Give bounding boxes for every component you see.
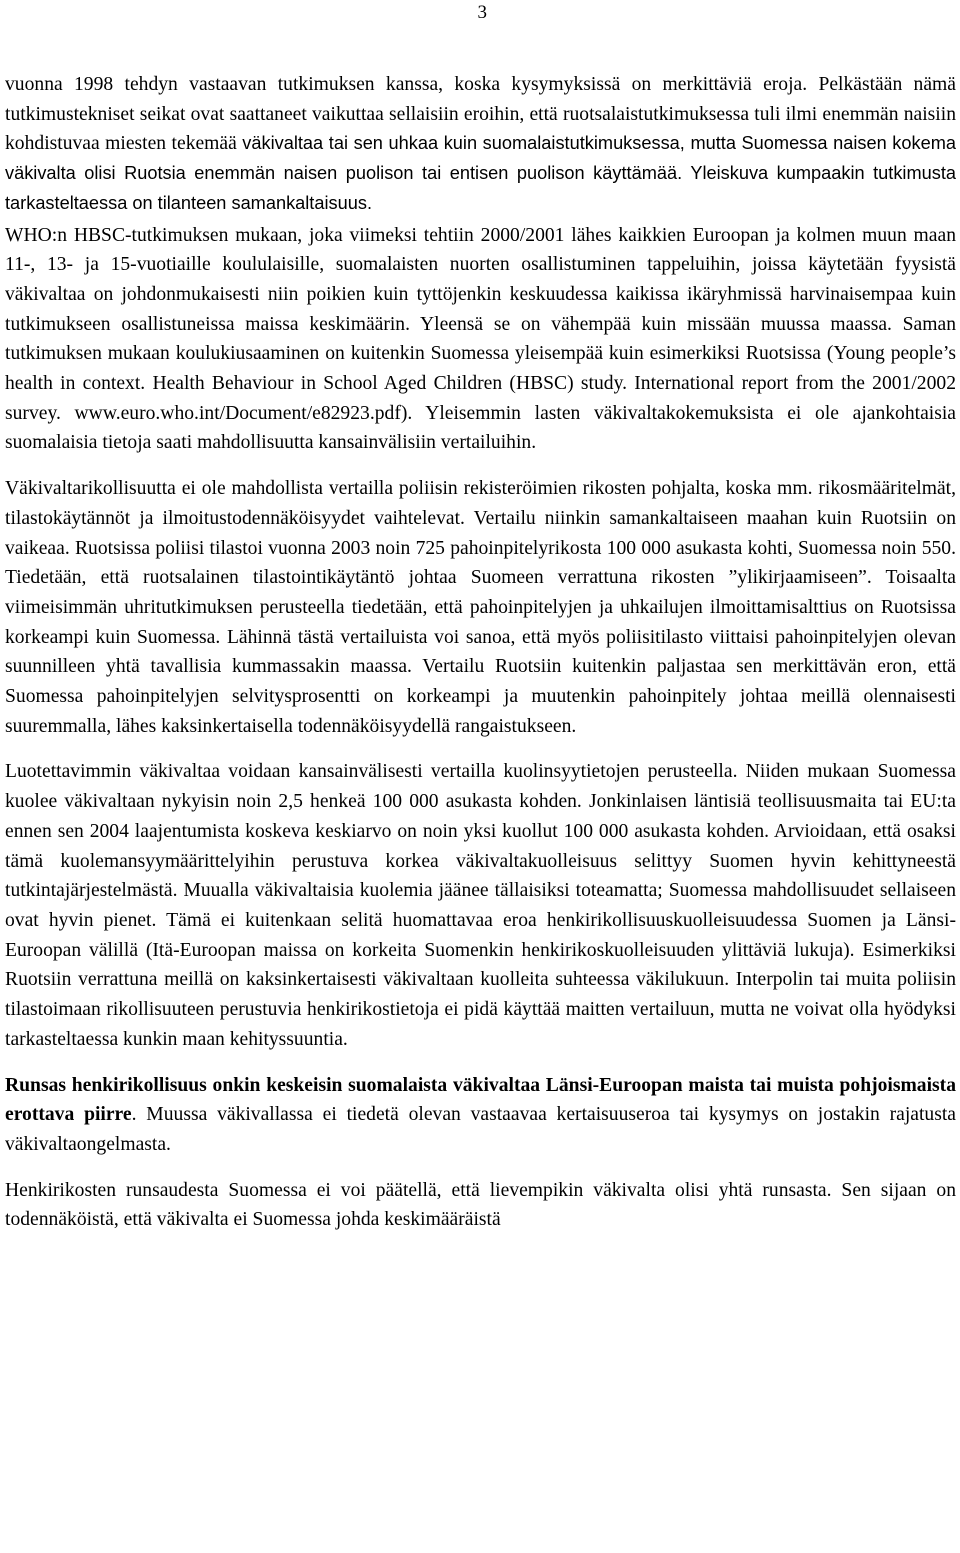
intro-serif-text: vuonna 1998 tehdyn vastaavan tutkimuksen kanssa, koska kysymyksissä on merkittäviä eroja. Pelkästään nämä tutkimustekniset seikat ovat saattaneet vaikuttaa sellaisiin eroihin, että ruotsalaistutkimuksessa tuli ilmi enemmän naisiin kohdistuvaa miesten tekemää — [5, 74, 956, 155]
paragraph-crime-comparison: Väkivaltarikollisuutta ei ole mahdollista vertailla poliisin rekisteröimien rikosten pohjalta, koska mm. rikosmääritelmät, tilastokäytännöt ja ilmoitustodennäköisyydet vaihtelevat. Vertailu niinkin samankaltaiseen maahan kuin Ruotsiin on vaikeaa. Ruotsissa poliisi tilastoi vuonna 2003 noin 725 pahoinpitelyrikosta 100 000 asukasta kohti, Suomessa noin 550. Tiedetään, että ruotsalainen tilastointikäytäntö johtaa Suomeen verrattuna rikosten ”ylikirjaamiseen”. Toisaalta viimeisimmän uhritutkimuksen perusteella tiedetään, että pahoinpitelyjen ja uhkailujen ilmoittamisalttius on Ruotsissa korkeampi kuin Suomessa. Lähinnä tästä vertailuista voi sanoa, että myös poliisitilasto viittaisi pahoinpitelyjen olevan suunnilleen yhtä tavallisia kummassakin maassa. Vertailu Ruotsiin kuitenkin paljastaa sen merkittävän eron, että Suomessa pahoinpitelyjen selvitysprosentti on korkeampi ja muutenkin pahoinpitely johtaa meillä olennaisesti suuremmalla, lähes kaksinkertaisella todennäköisyydellä rangaistukseen. — [5, 478, 956, 737]
document-body — [5, 70, 956, 1235]
intro-sans-text-a: väkivaltaa tai sen uhkaa kuin suomalaistutkimuksessa, mutta Suomessa naisen kokema väkivalta olisi Ruotsia enemmän naisen puolison tai entisen puolison käyttämää. — [5, 133, 956, 184]
paragraph-death-statistics: Luotettavimmin väkivaltaa voidaan kansainvälisesti vertailla kuolinsyytietojen perusteella. Niiden mukaan Suomessa kuolee väkivaltaan nykyisin noin 2,5 henkeä 100 000 asukasta kohden. Jonkinlaisen läntisiä teollisuusmaita tai EU:ta ennen sen 2004 laajentumista koskeva keskiarvo on noin yksi kuollut 100 000 asukasta kohden. Arvioidaan, että osaksi tämä kuolemansyymäärittelyihin perustuva korkea väkivaltakuolleisuus selittyy Suomen hyvin kehittyneestä tutkintajärjestelmästä. Muualla väkivaltaisia kuolemia jäänee tällaisiksi toteamatta; Suomessa mahdollisuudet sellaiseen ovat hyvin pienet. Tämä ei kuitenkaan selitä huomattavaa eroa henkirikollisuuskuolleisuudessa Suomen ja Länsi-Euroopan välillä (Itä-Euroopan maissa on korkeita Suomenkin henkirikoskuolleisuuden ylittäviä lukuja). Esimerkiksi Ruotsiin verrattuna meillä on kaksinkertaisesti väkivaltaan kuolleita suhteessa väkilukuun. Interpolin tai muita poliisin tilastoimaan rikollisuuteen perustuvia henkirikostietoja ei pidä käyttää maitten vertailuun, mutta ne voivat olla hyödyksi tarkasteltaessa kunkin maan kehityssuuntia. — [5, 761, 956, 1050]
page-number: 3 — [477, 2, 487, 23]
paragraph-who-hbsc: WHO:n HBSC-tutkimuksen mukaan, joka viimeksi tehtiin 2000/2001 lähes kaikkien Euroopan ja kolmen muun maan 11-, 13- ja 15-vuotiaille koululaisille, suomalaisten nuorten osallistuminen tappeluihin, joissa käytetään fyysistä väkivaltaa on johdonmukaisesti niin poikien kuin tyttöjenkin keskuudessa kaikissa ikäryhmissä harvinaisempaa kuin tutkimukseen osallistuneissa maissa keskimäärin. Yleensä se on vähempää kuin missään muussa maassa. Saman tutkimuksen mukaan koulukiusaaminen on kuitenkin Suomessa yleisempää kuin esimerkiksi Ruotsissa (Young people’s health in context. Health Behaviour in School Aged Children (HBSC) study. International report from the 2001/2002 survey. www.euro.who.int/Document/e82923.pdf). Yleisemmin lasten väkivaltakokemuksista ei ole ajankohtaisia suomalaisia tietoja saati mahdollisuutta kansainvälisiin vertailuihin. — [5, 224, 956, 454]
homicide-key-finding: Runsas henkirikollisuus onkin keskeisin suomalaista väkivaltaa Länsi-Euroopan maista tai muista pohjoismaista erottava piirre — [5, 1074, 956, 1126]
paragraph-intro — [5, 70, 956, 219]
paragraph-homicide-frequency: Henkirikosten runsaudesta Suomessa ei voi päätellä, että lievempikin väkivalta olisi yhtä runsasta. Sen sijaan on todennäköistä, että väkivalta ei Suomessa johda keskimääräistä — [5, 1179, 956, 1231]
paragraph-homicide-summary — [5, 1071, 956, 1160]
intro-sans-text-b: Yleiskuva kumpaakin tutkimusta tarkasteltaessa on tilanteen samankaltaisuus. — [5, 163, 957, 213]
homicide-summary-rest: . Muussa väkivallassa ei tiedetä olevan vastaavaa kertaisuuseroa tai kysymys on jostakin rajatusta väkivaltaongelmasta. — [5, 1104, 956, 1155]
